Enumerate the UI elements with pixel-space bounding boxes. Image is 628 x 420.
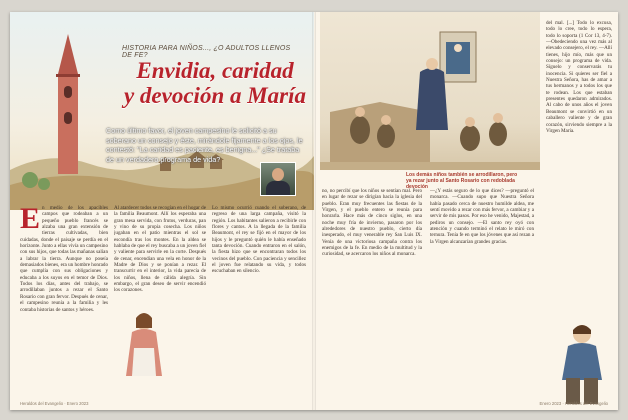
footer-left: Heraldos del Evangelio · Enero 2023 [20,401,89,406]
magazine-spread [10,12,618,410]
left-page [10,12,314,410]
boy-illustration [548,318,614,406]
footer-right: Enero 2023 · Heraldos del Evangelio [539,401,608,406]
body-column-6: del mal. [...] Todo lo excusa, todo lo cree, todo lo espera, todo lo soporta (1 Cor 13, 4-7). —Obedeciendo una vez más al elevado consejero, el rey. —Allí tienes, hijo mío, más que un consejo: un programa de vida. Síguelo y conservarás tu inocencia. Si quieres ser fiel a Nuestra Señora, has de amar a tus hermanos y a todos los que te rodean. Los que estaban presentes quedaron admirados. Al cabo de unos años el joven Beaumont se convirtió en un caballero valiente y de gran corazón, sirviendo siempre a la Virgen María. [546,20,612,134]
illustration-caption: Los demás niños también se arrodillaron, pero ya rezar junto al Santo Rosario con redoblada devoción [406,172,518,190]
body-column-4: no, no percibí que los niños se sentían mal. Pero en lugar de rezar se dirigían hacia la iglesia del pueblo. Eran muy frecuentes las fiestas de la Virgen, y el pueblo entero se reunía para honrarla. Hace más de cinco siglos, en una noche muy fría de invierno, pasaron por los alrededores de nuestro pueblo, cierto día inesperado, el muy venerable rey San Luis IX. Venía de una victoriosa campaña contra los enemigos de la fe. En medio de la multitud y la curiosidad, se acercaron los niños al monarca. [322,188,422,258]
drop-cap: E [20,205,41,235]
author-photo [260,162,296,196]
body-column-3: Lo mismo ocurrió cuando el soberano, de regreso de una larga campaña, visitó la región. Los habitantes salieron a recibirle con flores y cantos. A la llegada de la familia Beaumont, el rey se fijó en el mayor de los hijos y le preguntó quién le había enseñado tanta devoción. Cuando entraron en el salón, la fiesta hizo que se encontraran todos los vecinos del pueblo. Con paciencia y sencillez el joven fue relatando su vida, y todos escuchaban en silencio. [212,205,306,275]
girl-illustration [114,308,176,380]
body-column-1: En medio de los apacibles campos que rodeaban a un pequeño pueblo francés se alzaba una gran extensión de tierras cultivadas, bien cuidadas, donde el paisaje se perdía en el horizonte. Junto a ellas vivía un campesino con sus hijos, que todas las mañanas salían a labrar la tierra. Aunque no poseía demasiados bienes, era un hombre honrado que cumplía con sus obligaciones y educaba a los suyos en el temor de Dios. Todos los días, antes del trabajo, se arrodillaban juntos a rezar el Santo Rosario con gran fervor. Después de cenar, el campesino reunía a la familia y les contaba historias de santos y héroes. [20,205,108,313]
body-column-2: Al atardecer todos se recogían en el hogar de la familia Beaumont. Allí los esperaba una gran mesa servida, con frutos, verduras, pan y vino de su propia cosecha. Los niños jugaban en el patio mientras el sol se escondía tras los montes. En la aldea se hablaba de que el rey buscaba a un joven fiel y valiente para servirle en la corte. Después de cenar, encendían una vela en honor de la Madre de Dios y se ponían a rezar. El transcurrir en el interior, la vida parecía de los niños, llena de cálida alegría. Sin embargo, el gran deseo de servir encendió los corazones. [114,205,206,294]
article-lead: Como último favor, el joven campesino le solicitó a su soberano un consejo y éste, mirándole fijamente a los ojos, le contestó: "La caridad es paciente, es benigna..." ¿Se trataba de un verdadero programa de vida? [106,126,303,164]
article-kicker: HISTORIA PARA NIÑOS..., ¿O ADULTOS LLENOS DE FE? [122,45,291,59]
title-line-1: Envidia, caridad [136,58,294,83]
right-page [314,12,618,410]
body-column-5: —¿Y estás seguro de lo que dices? —preguntó el monarca. —Cuando supo que Nuestra Señora había pasado cerca de nuestro humilde aldea, me sentí movido a rezar con más fervor, a cambiar y a servir de mis pasos. Por eso he venido, Majestad, a pediros un consejo. —El santo rey oyó con atención y cuando terminó el relato le miró con ternura. Tenía fe en que los jóvenes que así rezan a la Virgen alcanzarían grandes gracias. [430,188,534,245]
title-line-2: y devoción a María [123,83,307,108]
prayer-scene-figures [320,12,540,170]
church-tower-illustration [52,34,84,174]
article-title [122,58,308,108]
